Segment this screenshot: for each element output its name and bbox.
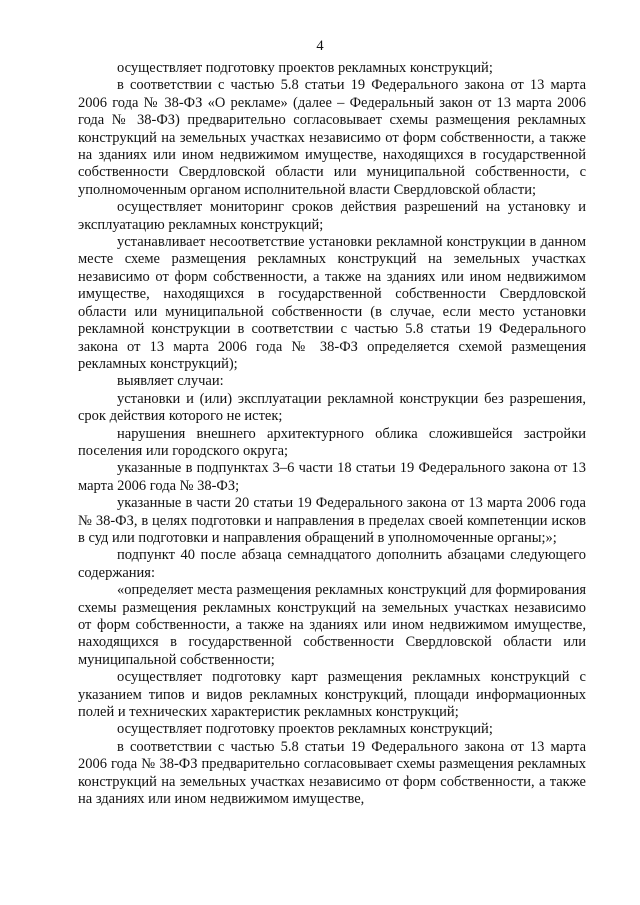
paragraph: указанные в подпунктах 3–6 части 18 статьи 19 Федерального закона от 13 марта 2006 года № 38-ФЗ;	[78, 460, 586, 494]
paragraph: в соответствии с частью 5.8 статьи 19 Федерального закона от 13 марта 2006 года № 38-ФЗ «О рекламе» (далее – Федеральный закон от 13 марта 2006 года № 38-ФЗ) предварительно согласовывает схемы размещения рекламных конструкций на земельных участках независимо от форм собственности, а также на зданиях или ином недвижимом имуществе, находящихся в государственной собственности Свердловской области или муниципальной собственности, с уполномоченным органом исполнительной власти Свердловской области;	[78, 77, 586, 198]
paragraph: осуществляет подготовку проектов рекламных конструкций;	[117, 721, 493, 738]
paragraph: устанавливает несоответствие установки рекламной конструкции в данном месте схеме размещения рекламных конструкций на земельных участках независимо от форм собственности, а также на зданиях или ином недвижимом имуществе, находящихся в государственной собственности Свердловской области или муниципальной собственности (в случае, если место установки рекламной конструкции в соответствии с частью 5.8 статьи 19 Федерального закона от 13 марта 2006 года № 38-ФЗ определяется схемой размещения рекламных конструкций);	[78, 234, 586, 372]
document-body	[78, 60, 586, 808]
paragraph: выявляет случаи:	[117, 373, 224, 390]
paragraph: нарушения внешнего архитектурного облика сложившейся застройки поселения или городского округа;	[78, 425, 586, 459]
paragraph: осуществляет мониторинг сроков действия разрешений на установку и эксплуатацию рекламных конструкций;	[78, 199, 586, 233]
paragraph: «определяет места размещения рекламных конструкций для формирования схемы размещения рекламных конструкций на земельных участках независимо от форм собственности, а также на зданиях или ином недвижимом имуществе, находящихся в государственной собственности Свердловской области или муниципальной собственности;	[78, 582, 586, 668]
page-number: 4	[316, 38, 324, 54]
paragraph: в соответствии с частью 5.8 статьи 19 Федерального закона от 13 марта 2006 года № 38-ФЗ предварительно согласовывает схемы размещения рекламных конструкций на земельных участках независимо от форм собственности, а также на зданиях или ином недвижимом имуществе,	[78, 738, 586, 808]
paragraph: осуществляет подготовку карт размещения рекламных конструкций с указанием типов и видов рекламных конструкций, площади информационных полей и технических характеристик рекламных конструкций;	[78, 669, 586, 721]
paragraph: подпункт 40 после абзаца семнадцатого дополнить абзацами следующего содержания:	[78, 547, 586, 581]
paragraph: осуществляет подготовку проектов рекламных конструкций;	[117, 60, 493, 76]
paragraph: указанные в части 20 статьи 19 Федерального закона от 13 марта 2006 года № 38-ФЗ, в целях подготовки и направления в пределах своей компетенции исков в суд или подготовки и направления обращений в уполномоченные органы;»;	[78, 495, 586, 546]
paragraph: установки и (или) эксплуатации рекламной конструкции без разрешения, срок действия которого не истек;	[78, 390, 586, 425]
